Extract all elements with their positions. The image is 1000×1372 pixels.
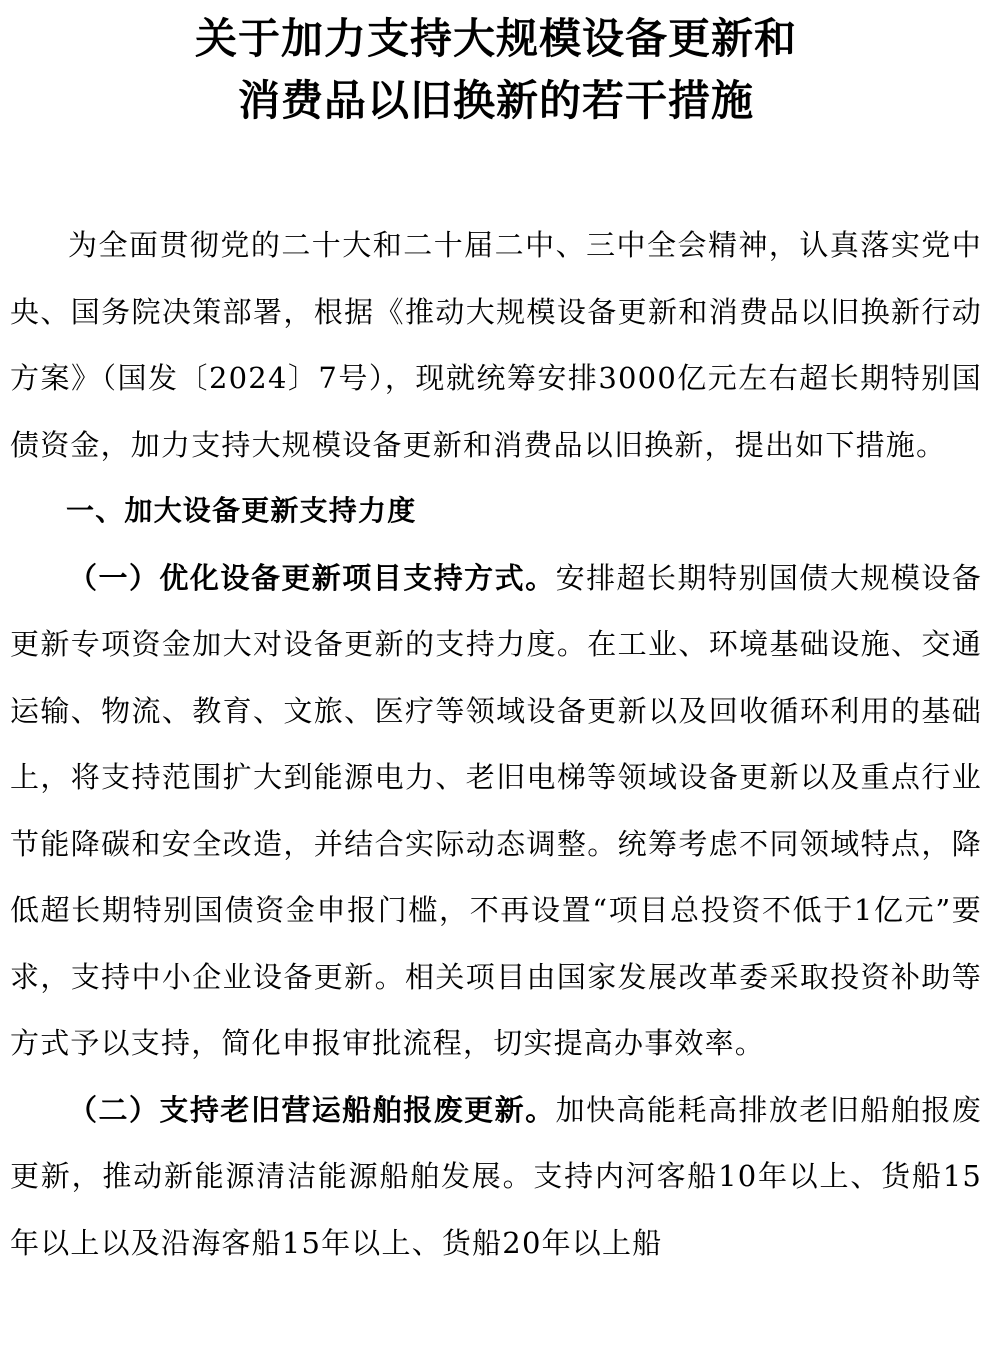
item-title-2: （二）支持老旧营运船舶报废更新。	[68, 1092, 556, 1127]
section-heading: 一、加大设备更新支持力度	[66, 494, 417, 527]
item-text-2: 加快高能耗高排放老旧船舶报废更新，推动新能源清洁能源船舶发展。支持内河客船10年以上、货船15年以上以及沿海客船15年以上、货船20年以上船	[10, 1092, 982, 1260]
document-body	[10, 212, 982, 1276]
item-title-1: （一）优化设备更新项目支持方式。	[68, 560, 556, 595]
item-paragraph-2	[10, 1077, 982, 1277]
document-title	[10, 0, 982, 132]
title-line-1: 关于加力支持大规模设备更新和	[194, 14, 797, 63]
intro-paragraph: 为全面贯彻党的二十大和二十届二中、三中全会精神，认真落实党中央、国务院决策部署，根据《推动大规模设备更新和消费品以旧换新行动方案》（国发〔2024〕7号），现就统筹安排3000亿元左右超长期特别国债资金，加力支持大规模设备更新和消费品以旧换新，提出如下措施。	[10, 228, 982, 462]
item-paragraph-1	[10, 545, 982, 1077]
title-line-2: 消费品以旧换新的若干措施	[237, 76, 754, 125]
item-text-1: 安排超长期特别国债大规模设备更新专项资金加大对设备更新的支持力度。在工业、环境基础设施、交通运输、物流、教育、文旅、医疗等领域设备更新以及回收循环利用的基础上，将支持范围扩大到能源电力、老旧电梯等领域设备更新以及重点行业节能降碳和安全改造，并结合实际动态调整。统筹考虑不同领域特点，降低超长期特别国债资金申报门槛，不再设置“项目总投资不低于1亿元”要求，支持中小企业设备更新。相关项目由国家发展改革委采取投资补助等方式予以支持，简化申报审批流程，切实提高办事效率。	[10, 560, 982, 1060]
